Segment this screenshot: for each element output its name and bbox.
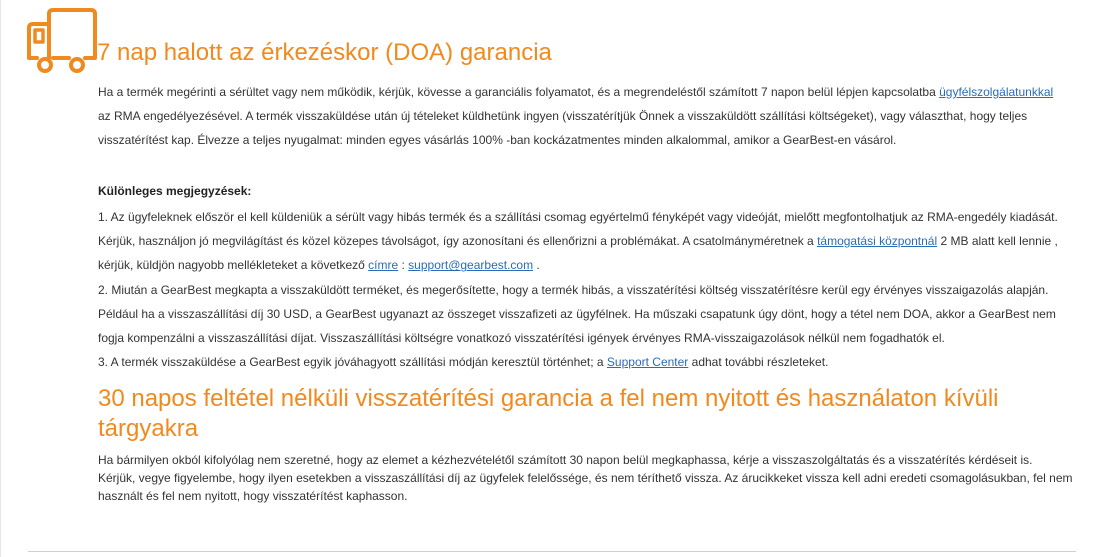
truck-icon [25, 8, 99, 74]
note-line-3-text: kérjük, küldjön nagyobb mellékleteket a következő [98, 258, 369, 273]
support-center-hu-link[interactable]: támogatási központnál [817, 234, 938, 249]
special-notes-list [98, 205, 1073, 374]
note-line-6: fogja kompenzálni a visszaszállítási díjat. Visszaszállítási költségre vonatkozó visszatérítési igények érvényes RMA-visszaigazolások nélkül nem fogadhatók el. [98, 331, 945, 346]
note-line-7-text: 3. A termék visszaküldése a GearBest egyik jóváhagyott szállítási módján keresztül történhet; a [98, 355, 607, 370]
note-line-3-sep: : [398, 258, 409, 273]
note-line-3 [98, 253, 1073, 277]
note-line-5: Például ha a visszaszállítási díj 30 USD, a GearBest ugyanazt az összeget visszafizeti az ügyfélnek. Ha műszaki csapatunk úgy dönt, hogy a tétel nem DOA, akkor a GearBest nem [98, 306, 1056, 321]
doa-text-part2: az RMA engedélyezésével. A termék visszaküldése után új tételeket küldhetünk ingyen (visszatérítjük Önnek a visszaküldött szállítási költségeket), vagy választhat, hogy teljes visszatérítést kap. Élvezze a teljes nyugalmat: minden egyes vásárlás 100% -ban kockázatmentes minden alkalommal, amikor a GearBest-en vásárol. [98, 109, 1028, 147]
doa-text-part1: Ha a termék megérinti a sérültet vagy nem működik, kérjük, kövesse a garanciális folyamatot, és a megrendeléstől számított 7 napon belül lépjen kapcsolatba [98, 85, 940, 99]
doa-guarantee-title: 7 nap halott az érkezéskor (DOA) garancia [97, 39, 552, 66]
bottom-divider [28, 551, 1076, 552]
note-line-4: 2. Miután a GearBest megkapta a visszaküldött terméket, és megerősítette, hogy a termék hibás, a visszatérítési költség visszatérítésre kerül egy érvényes visszaigazolás alapján. [98, 282, 1049, 297]
refund-guarantee-text: Ha bármilyen okból kifolyólag nem szeretné, hogy az elemet a kézhezvételétől számított 30 napon belül megkaphassa, kérje a visszaszolgáltatás és a visszatérítés kérdéseit is. Kérjük, vegye figyelembe, hogy ilyen esetekben a visszaszállítási díj az ügyfelek felelőssége, és nem téríthető vissza. Az árucikkeket vissza kell adni eredeti csomagolásukban, fel nem használt és fel nem nyitott, hogy visszatérítést kaphasson. [98, 453, 1073, 503]
note-line-2-text: Kérjük, használjon jó megvilágítást és közel közepes távolságot, így azonosítani és ellenőrizni a problémákat. A csatolmányméretnek a [98, 234, 818, 249]
refund-guarantee-title: 30 napos feltétel nélküli visszatérítési garancia a fel nem nyitott és használaton kívüli tárgyakra [98, 385, 999, 442]
customer-service-link[interactable]: ügyfélszolgálatunkkal [939, 85, 1054, 99]
support-email-link[interactable]: support@gearbest.com [408, 258, 534, 273]
address-link[interactable]: címre [368, 258, 399, 273]
note-line-7-tail: adhat további részleteket. [688, 355, 829, 370]
note-line-7 [98, 350, 1073, 374]
special-notes-heading: Különleges megjegyzések: [98, 184, 252, 198]
note-line-2-tail: 2 MB alatt kell lennie , [937, 234, 1058, 249]
note-line-3-tail: . [533, 258, 540, 273]
support-center-link[interactable]: Support Center [606, 355, 689, 370]
doa-guarantee-text [98, 80, 1068, 152]
note-line-1: 1. Az ügyfeleknek először el kell küldeniük a sérült vagy hibás termék és a szállítási csomag egyértelmű fényképét vagy videóját, mielőtt megfontolhatjuk az RMA-engedély kiadását. [98, 210, 1058, 224]
note-line-2 [98, 229, 1073, 253]
